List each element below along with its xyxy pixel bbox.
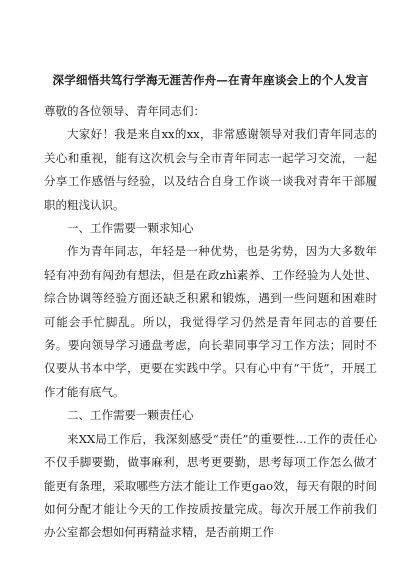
section-heading-1: 一、工作需要一颗求知心 xyxy=(67,221,194,236)
section-2-paragraph: 来XX局工作后，我深刻感受“责任”的重要性...工作的责任心不仅手脚要勤，做事麻利，思考更要勤，思考每项工作怎么做才能更有条理，采取哪些方法才能让工作更gao效，每天有限的时间如何分配才能让今天的工作按质按量完成。每次开展工作前我们办公室都会想如何再精益求精，是否前期工作 xyxy=(44,431,377,540)
opening-paragraph: 大家好！我是来自xx的xx，非常感谢领导对我们青年同志的关心和重视，能有这次机会与全市青年同志一起学习交流，一起分享工作感悟与经验，以及结合自身工作谈一谈我对青年干部履职的粗浅认识。 xyxy=(44,127,377,212)
section-1-paragraph: 作为青年同志，年轻是一种优势，也是劣势，因为大多数年轻有冲劲有闯劲有想法，但是在政zhì素养、工作经验为人处世、综合协调等经验方面还缺乏积累和锻炼，遇到一些问题和困难时可能会手忙脚乱。所以，我觉得学习仍然是青年同志的首要任务。要向领导学习通盘考虑，向长辈同事学习工作方法；同时不仅要从书本中学，更要在实践中学。只有心中有“干货”，开展工作才能有底气。 xyxy=(44,244,377,399)
salutation: 尊敬的各位领导、青年同志们： xyxy=(44,104,205,118)
document-title: 深学细悟共笃行学海无涯苦作舟—在青年座谈会上的个人发言 xyxy=(52,73,369,87)
section-heading-2: 二、工作需要一颗责任心 xyxy=(67,408,194,423)
